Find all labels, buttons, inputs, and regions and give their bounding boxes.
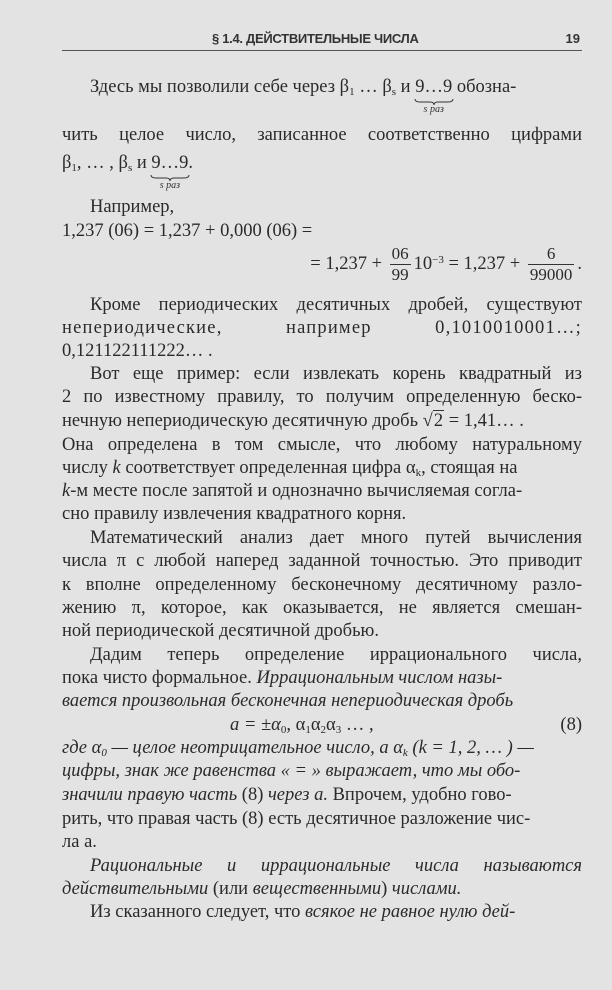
para1-line3: $\beta_1$, … , $\beta_s$ и 9…9 s раз .: [62, 153, 194, 191]
underbrace-nines-2: 9…9 s раз: [151, 153, 189, 191]
para7-line1: Из сказанного следует, что всякое не равное нулю дей-: [90, 902, 516, 922]
underbrace-nines: 9…9 s раз: [415, 77, 453, 115]
page-number: 19: [565, 31, 580, 46]
para6-line1: Рациональные и иррациональные числа называются: [90, 856, 582, 876]
para3-line6: k-м месте после запятой и однозначно вычисляемая согла-: [62, 481, 523, 501]
para4-line4: жению π, которое, как оказывается, не является смешан-: [62, 598, 582, 618]
para4-line2: числа π с любой наперед заданной точностью. Это приводит: [62, 551, 582, 571]
para2-line1: Кроме периодических десятичных дробей, существуют: [90, 295, 582, 315]
fraction-6-99000: $\frac{6}{99000}$: [529, 244, 573, 284]
para4-line1: Математический анализ дает много путей вычисления: [90, 528, 582, 548]
para3-line2: 2 по известному правилу, то получим определенную беско-: [62, 387, 582, 407]
example-label: Например,: [90, 197, 175, 217]
para4-line5: ной периодической десятичной дробью.: [62, 621, 379, 641]
example-equation-2: = 1,237 + $\frac{06}{99}$ $10^{-3} = 1,237$ + $\frac{6}{99000}$ .: [310, 244, 582, 284]
book-page: § 1.4. ДЕЙСТВИТЕЛЬНЫЕ ЧИСЛА 19 Здесь мы позволили себе через $\beta_1$ … $\beta_s$ и 9…9 s раз обозна- чить целое число, записанное соответственно цифрами $\beta_1$, … , $\beta_s$ и 9…9 s раз . Например, 1,237 (06) = 1,237 + 0,000 (06) = = 1,237 + $\frac{06}{99}$ $10^{-3} = 1,237$ + $\frac{6}{99000}$ . Кроме периодических десятичных дробей, существуют непериодические, например 0,1010010001…; 0,121122111222… . Вот еще пример: если извлекать корень квадратный из 2 по известному правилу, то получим определенную беско- нечную непериодическую десятичную дробь √2 = 1,41… . Она определена в том смысле, что любому натуральному числу k соответствует определенная цифра $\alpha_k$, стоящая на k-м месте после запятой и однозначно вычисляемая согла- сно правилу извлечения квадратного корня. Математический анализ дает много путей вычисления числа π с любой наперед заданной точностью. Это приводит к вполне определенному бесконечному десятичному разло- жению π, которое, как оказывается, не является смешан- ной периодической десятичной дробью. Дадим теперь определение иррационального числа, пока чисто формальное. Иррациональным числом назы- вается произвольная бесконечная непериодическая дробь $a = \pm\alpha_0$, $\alpha_1\alpha_2\alpha_3$ … , (8) где $\alpha_0$ — целое неотрицательное число, а $\alpha_k$ (k = 1, 2, … ) — цифры, знак же равенства « = » выражает, что мы обо- значили правую часть (8) через а. Впрочем, удобно гово- рить, что правая часть (8) есть десятичное разложение чис- ла а. Рациональные и иррациональные числа называются действительными (или вещественными) числами. Из сказанного следует, что всякое не равное нулю дей-: [0, 0, 612, 990]
para5-line9: ла а.: [62, 832, 97, 852]
para2-line3: 0,121122111222… .: [62, 341, 213, 361]
para3-line7: сно правилу извлечения квадратного корня.: [62, 504, 407, 524]
para5-line2: пока чисто формальное. Иррациональным числом назы-: [62, 668, 503, 688]
para6-line2: действительными (или вещественными) числами.: [62, 879, 462, 899]
para4-line3: к вполне определенному бесконечному десятичному разло-: [62, 575, 582, 595]
para5-line8: рить, что правая часть (8) есть десятичное разложение чис-: [62, 809, 531, 829]
para5-line7: значили правую часть (8) через а. Впрочем, удобно гово-: [62, 785, 512, 805]
example-equation-1: 1,237 (06) = 1,237 + 0,000 (06) =: [62, 221, 313, 241]
para5-line5: где $\alpha_0$ — целое неотрицательное число, а $\alpha_k$ (k = 1, 2, … ) —: [62, 738, 534, 759]
underbrace-label: s раз: [423, 104, 444, 115]
sqrt-2: √2: [422, 411, 444, 431]
formula-number: (8): [560, 715, 582, 735]
section-title: § 1.4. ДЕЙСТВИТЕЛЬНЫЕ ЧИСЛА: [212, 31, 419, 46]
para5-line6: цифры, знак же равенства « = » выражает, что мы обо-: [62, 761, 521, 781]
para3-line5: числу k соответствует определенная цифра $\alpha_k$, стоящая на: [62, 458, 518, 479]
para3-line4: Она определена в том смысле, что любому натуральному: [62, 435, 582, 455]
para5-line3: вается произвольная бесконечная непериодическая дробь: [62, 691, 514, 711]
fraction-06-99: $\frac{06}{99}$: [391, 244, 409, 284]
para3-line3: нечную непериодическую десятичную дробь √2 = 1,41… .: [62, 411, 524, 431]
para2-line2: непериодические, например 0,1010010001…;: [62, 318, 582, 338]
running-header: [62, 28, 582, 51]
para1-line2: чить целое число, записанное соответственно цифрами: [62, 125, 582, 145]
para3-line1: Вот еще пример: если извлекать корень квадратный из: [90, 364, 582, 384]
para5-line1: Дадим теперь определение иррационального числа,: [90, 645, 582, 665]
para1-line1: Здесь мы позволили себе через $\beta_1$ … $\beta_s$ и 9…9 s раз обозна-: [90, 77, 517, 115]
